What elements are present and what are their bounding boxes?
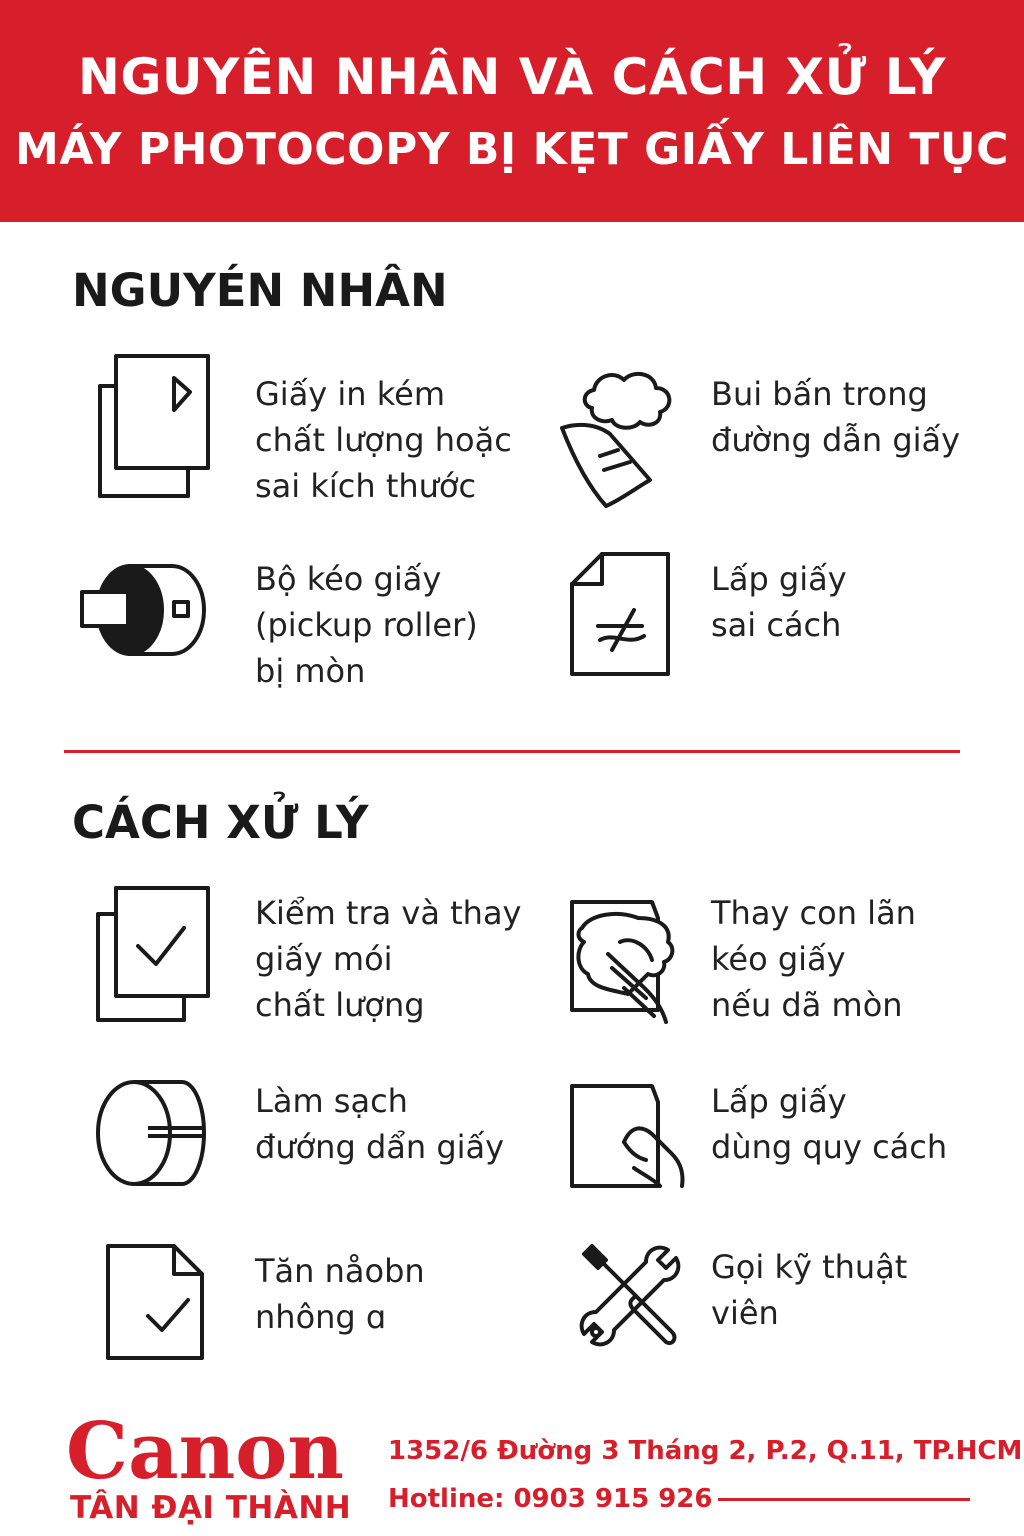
brand-subtitle: TÂN ĐẠI THÀNH [70,1490,352,1526]
hotline-underline [718,1498,970,1501]
hotline-text: Hotline: 0903 915 926 [388,1484,713,1514]
document-check-icon [104,1242,206,1362]
pickup-roller-icon [78,560,220,660]
cause-text-1: Giấy in kém chất lượng hoặc sai kích thước [255,375,512,505]
document-not-equal-icon [568,550,672,678]
address-text: 1352/6 Đường 3 Tháng 2, P.2, Q.11, TP.HCM [388,1436,1023,1466]
section-divider [64,750,960,753]
paper-stack-icon [96,352,214,502]
solutions-title: CÁCH XỬ LÝ [72,796,369,849]
solution-text-5: Tăn nåobn nhông ɑ [255,1252,425,1336]
canon-logo [66,1412,346,1492]
solution-text-6: Gọi kỹ thuật viên [711,1248,908,1332]
header-title-line2: MÁY PHOTOCOPY BỊ KẸT GIẤY LIÊN TỤC [15,124,1009,175]
solution-text-2: Thay con lãn kéo giấy nếu dã mòn [711,894,916,1024]
hand-paper-icon [568,1082,688,1190]
causes-title: NGUYÉN NHÂN [72,264,448,317]
header-banner [0,0,1024,222]
cause-text-3: Bộ kéo giấy (pickup roller) bị mòn [255,560,478,690]
roller-cylinder-icon [94,1078,208,1188]
wrench-screwdriver-icon [576,1242,688,1348]
cause-text-2: Bui bấn trong đường dẫn giấy [711,375,961,459]
dust-cloud-paper-icon [554,364,676,510]
hand-wipe-icon [568,898,686,1028]
solution-text-4: Lấp giấy dùng quy cách [711,1082,948,1166]
logo-wordmark: Canon [66,1412,344,1492]
header-title-line1: NGUYÊN NHÂN VÀ CÁCH XỬ LÝ [78,48,946,106]
paper-stack-check-icon [94,884,212,1026]
cause-text-4: Lấp giấy sai cách [711,560,847,644]
solution-text-3: Làm sạch đướng dẩn giấy [255,1082,505,1166]
solution-text-1: Kiểm tra và thay giấy mói chất lượng [255,894,522,1024]
